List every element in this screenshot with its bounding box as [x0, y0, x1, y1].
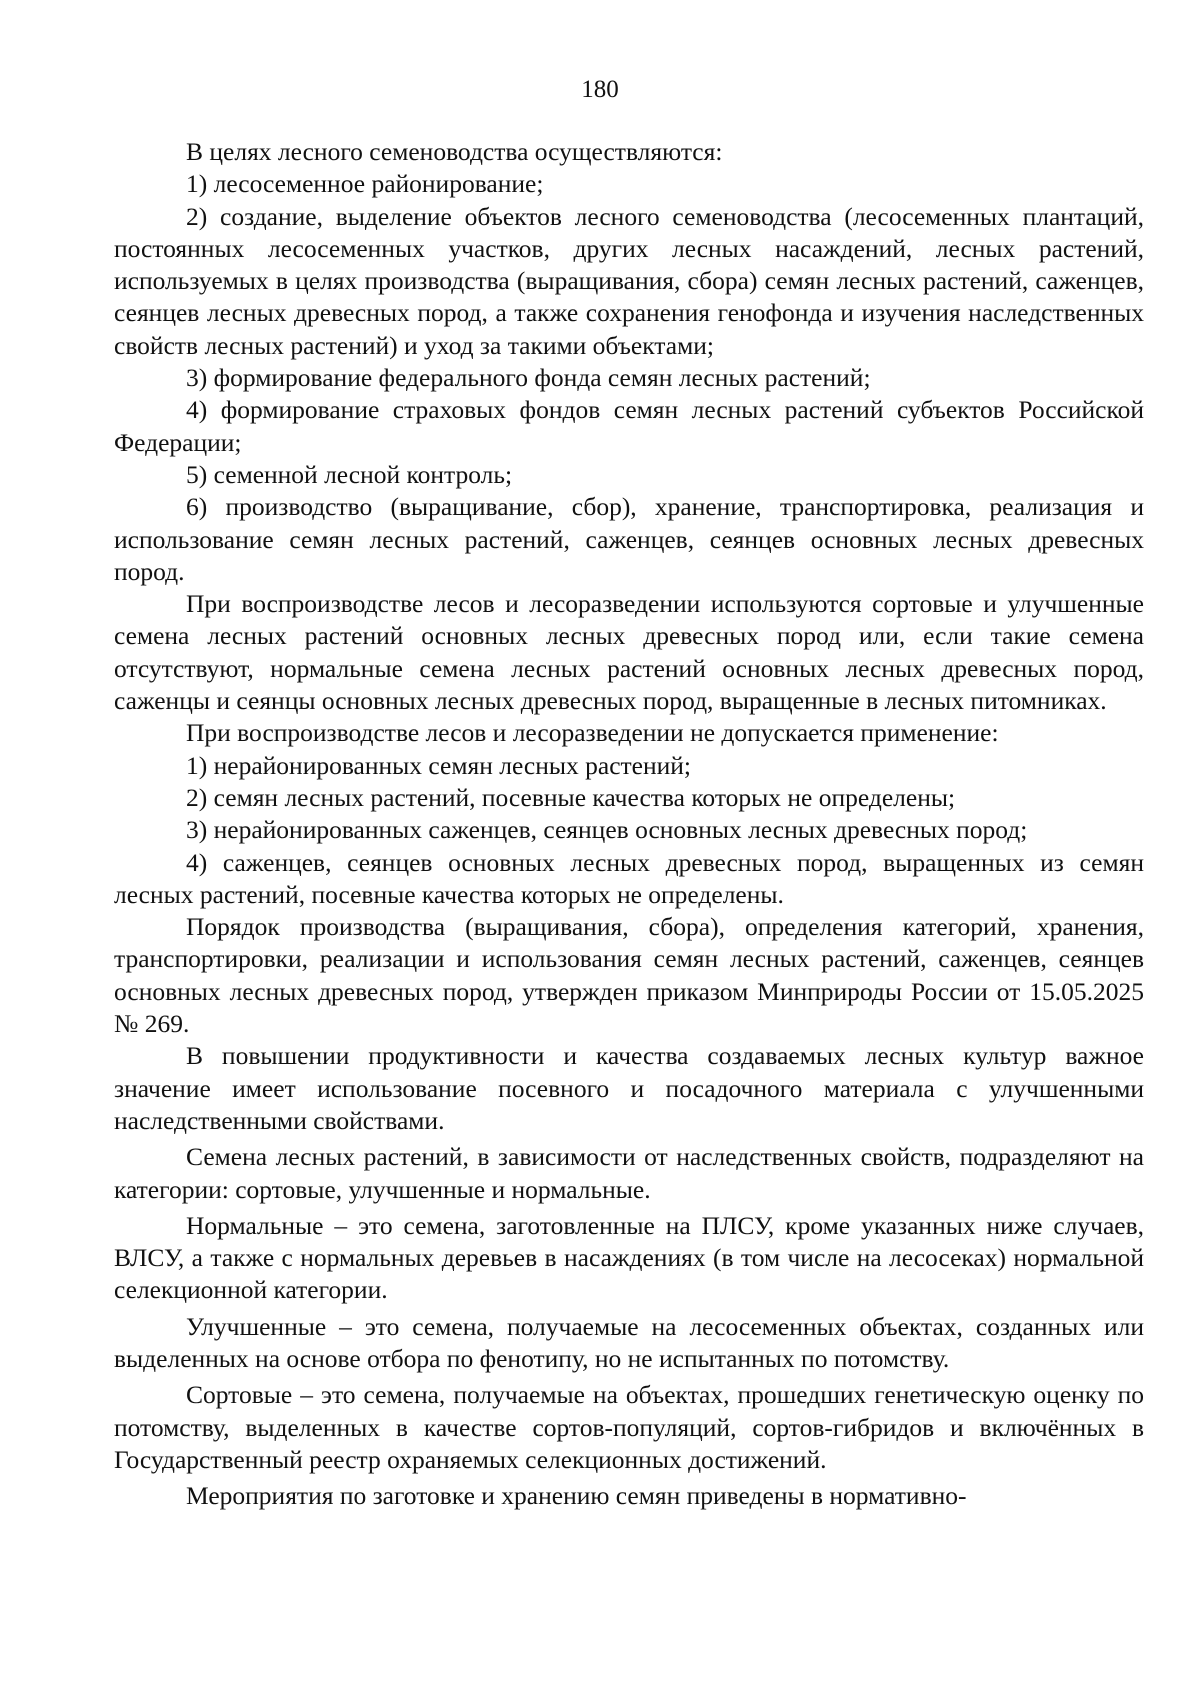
- list-item: 3) формирование федерального фонда семян лесных растений;: [186, 363, 871, 393]
- list-item: 1) лесосеменное районирование;: [186, 169, 544, 199]
- paragraph: При воспроизводстве лесов и лесоразведении используются сортовые и улучшенные семена лесных растений основных лесных древесных пород или, если такие семена отсутствуют, нормальные семена лесных растений основных лесных древесных пород, саженцы и сеянцы основных лесных древесных пород, выращенные в лесных питомниках.: [114, 589, 1144, 716]
- list-item: 4) формирование страховых фондов семян лесных растений субъектов Российской Федерации;: [114, 395, 1144, 457]
- paragraph: Нормальные – это семена, заготовленные на ПЛСУ, кроме указанных ниже случаев, ВЛСУ, а также с нормальных деревьев в насаждениях (в том числе на лесосеках) нормальной селекционной категории.: [114, 1210, 1144, 1305]
- paragraph: Сортовые – это семена, получаемые на объектах, прошедших генетическую оценку по потомству, выделенных в качестве сортов-популяций, сортов-гибридов и включённых в Государственный реестр охраняемых селекционных достижений.: [114, 1380, 1144, 1474]
- list-item: 3) нерайонированных саженцев, сеянцев основных лесных древесных пород;: [186, 815, 1028, 845]
- list-item: 1) нерайонированных семян лесных растений;: [186, 750, 692, 780]
- paragraph: Семена лесных растений, в зависимости от наследственных свойств, подразделяют на категории: сортовые, улучшенные и нормальные.: [114, 1142, 1144, 1204]
- list-item: 5) семенной лесной контроль;: [186, 459, 513, 489]
- paragraph: При воспроизводстве лесов и лесоразведении не допускается применение:: [186, 718, 999, 748]
- list-item: 6) производство (выращивание, сбор), хранение, транспортировка, реализация и использование семян лесных растений, саженцев, сеянцев основных лесных древесных пород.: [114, 492, 1144, 586]
- paragraph: В повышении продуктивности и качества создаваемых лесных культур важное значение имеет использование посевного и посадочного материала с улучшенными наследственными свойствами.: [114, 1041, 1144, 1135]
- paragraph: Мероприятия по заготовке и хранению семян приведены в нормативно-: [186, 1481, 967, 1511]
- list-item: 2) создание, выделение объектов лесного семеноводства (лесосеменных плантаций, постоянных лесосеменных участков, других лесных насаждений, лесных растений, используемых в целях производства (выращивания, сбора) семян лесных растений, саженцев, сеянцев лесных древесных пород, а также сохранения генофонда и изучения наследственных свойств лесных растений) и уход за такими объектами;: [114, 201, 1144, 360]
- paragraph: В целях лесного семеноводства осуществляются:: [186, 137, 723, 166]
- document-body: [114, 136, 1144, 1512]
- page-number: 180: [581, 76, 619, 103]
- list-item: 4) саженцев, сеянцев основных лесных древесных пород, выращенных из семян лесных растений, посевные качества которых не определены.: [114, 847, 1144, 909]
- paragraph: Порядок производства (выращивания, сбора), определения категорий, хранения, транспортировки, реализации и использования семян лесных растений, саженцев, сеянцев основных лесных древесных пород, утвержден приказом Минприроды России от 15.05.2025 № 269.: [114, 912, 1144, 1039]
- list-item: 2) семян лесных растений, посевные качества которых не определены;: [186, 782, 956, 812]
- paragraph: Улучшенные – это семена, получаемые на лесосеменных объектах, созданных или выделенных на основе отбора по фенотипу, но не испытанных по потомству.: [114, 1311, 1144, 1373]
